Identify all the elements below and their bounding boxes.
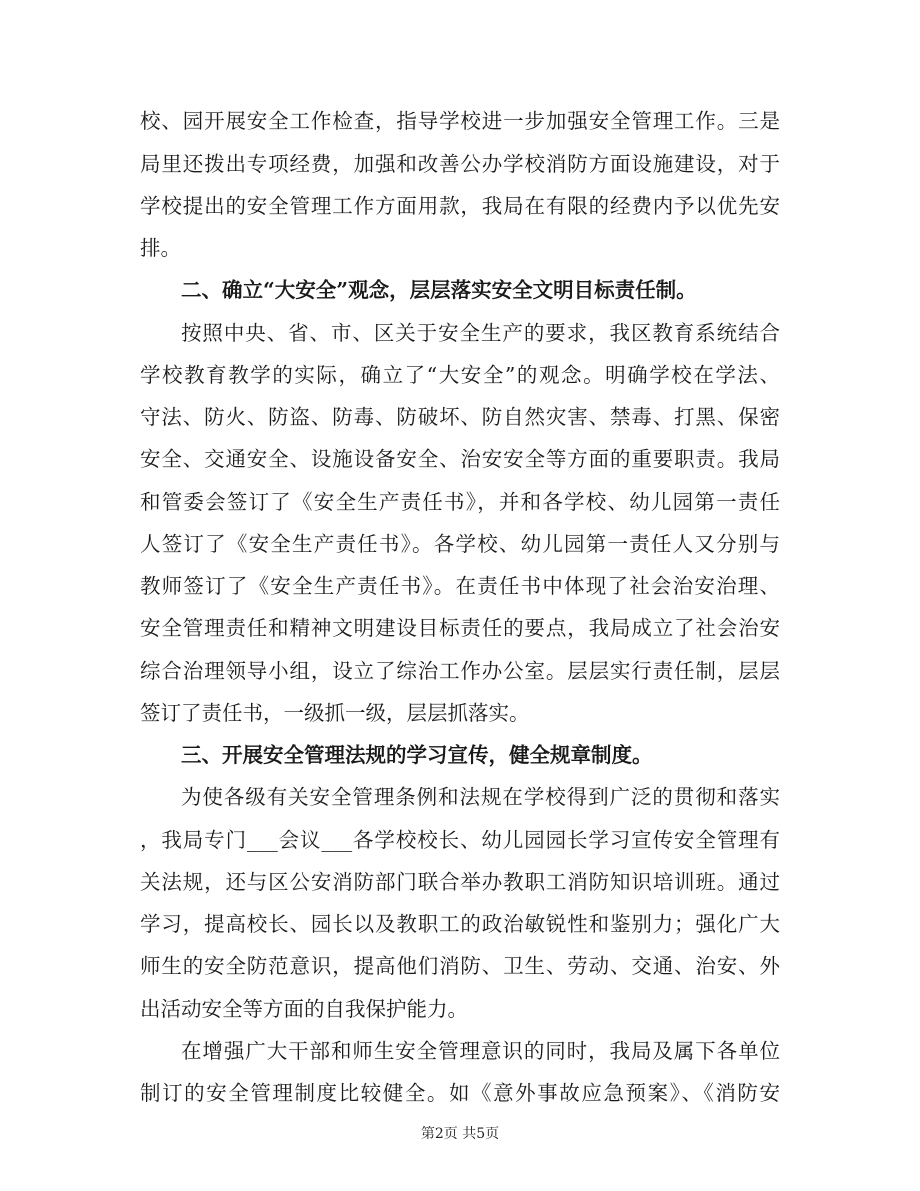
paragraph-line: 人签订了《安全生产责任书》。各学校、幼儿园第一责任人又分别与 — [140, 532, 780, 556]
paragraph-line: 安全、交通安全、设施设备安全、治安安全等方面的重要职责。我局 — [140, 447, 780, 471]
paragraph-line: 按照中央、省、市、区关于安全生产的要求，我区教育系统结合 — [181, 321, 780, 345]
paragraph-line: 制订的安全管理制度比较健全。如《意外事故应急预案》、《消防安 — [140, 1081, 780, 1105]
paragraph-line: 签订了责任书，一级抓一级，层层抓落实。 — [140, 701, 530, 725]
paragraph-line: 排。 — [140, 236, 181, 260]
paragraph-line: 学校提出的安全管理工作方面用款，我局在有限的经费内予以优先安 — [140, 194, 780, 218]
paragraph-line: 安全管理责任和精神文明建设目标责任的要点，我局成立了社会治安 — [140, 616, 780, 640]
paragraph-line: 综合治理领导小组，设立了综治工作办公室。层层实行责任制，层层 — [140, 659, 780, 683]
paragraph-line: 学习，提高校长、园长以及教职工的政治敏锐性和鉴别力；强化广大 — [140, 912, 780, 936]
paragraph-line: 守法、防火、防盗、防毒、防破坏、防自然灾害、禁毒、打黑、保密 — [140, 405, 780, 429]
section-heading: 三、开展安全管理法规的学习宣传，健全规章制度。 — [181, 743, 653, 767]
paragraph-line: 关法规，还与区公安消防部门联合举办教职工消防知识培训班。通过 — [140, 870, 780, 894]
section-heading: 二、确立“大安全”观念，层层落实安全文明目标责任制。 — [181, 278, 697, 302]
paragraph-line: 学校教育教学的实际，确立了“大安全”的观念。明确学校在学法、 — [140, 363, 780, 387]
paragraph-line: 出活动安全等方面的自我保护能力。 — [140, 997, 468, 1021]
paragraph-line: ，我局专门___会议___各学校校长、幼儿园园长学习宣传安全管理有 — [140, 828, 780, 852]
paragraph-line: 校、园开展安全工作检查，指导学校进一步加强安全管理工作。三是 — [140, 109, 780, 133]
paragraph-line: 和管委会签订了《安全生产责任书》，并和各学校、幼儿园第一责任 — [140, 490, 780, 514]
paragraph-line: 局里还拨出专项经费，加强和改善公办学校消防方面设施建设，对于 — [140, 152, 780, 176]
paragraph-line: 教师签订了《安全生产责任书》。在责任书中体现了社会治安治理、 — [140, 574, 780, 598]
paragraph-line: 师生的安全防范意识，提高他们消防、卫生、劳动、交通、治安、外 — [140, 954, 780, 978]
paragraph-line: 在增强广大干部和师生安全管理意识的同时，我局及属下各单位 — [181, 1039, 780, 1063]
page-number-footer: 第2页 共5页 — [420, 1126, 500, 1142]
paragraph-line: 为使各级有关安全管理条例和法规在学校得到广泛的贯彻和落实 — [181, 785, 780, 809]
